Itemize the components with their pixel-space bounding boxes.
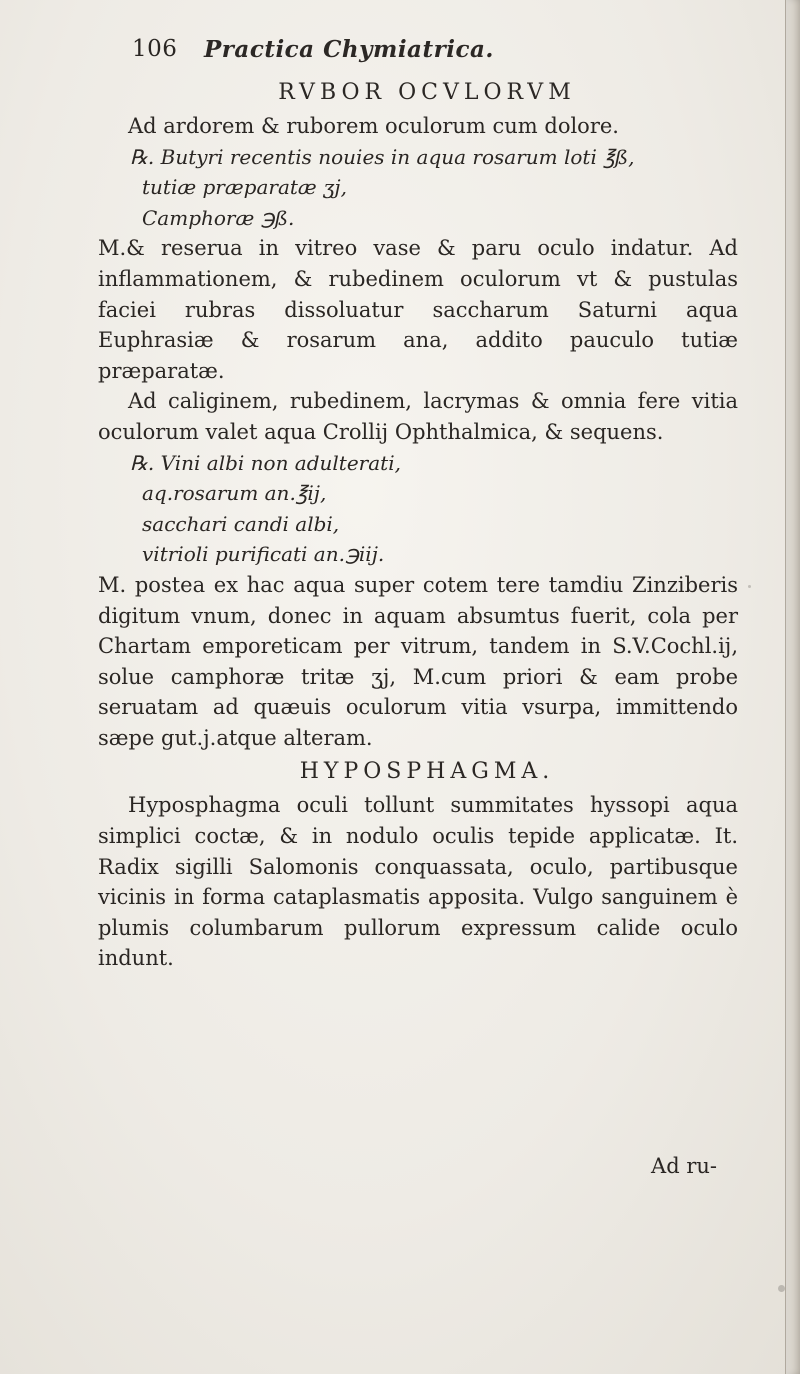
section-heading-rubor: RVBOR OCVLORVM [278,80,576,105]
recipe-2-line-3: sacchari candi albi, [142,511,340,536]
recipe-1-line-3: Camphoræ ℈ß. [142,205,295,230]
paragraph-postea: M. postea ex hac aqua super cotem tere tamdiu Zinziberis digitum vnum, donec in aquam absumtus fuerit, cola per Chartam emporeticam per vitrum, tandem in S.V.Cochl.ij, solue camphoræ tritæ ʒj, M.cum priori & eam probe seruatam ad quæuis oculorum vitia vsurpa, immittendo sæpe gut.j.atque alteram. [98,572,738,750]
paragraph-reserua: M.& reserua in vitreo vase & paru oculo indatur. Ad inflammationem, & rubedinem oculorum vt & pustulas faciei rubras dissoluatur saccharum Saturni aqua Euphrasiæ & rosarum ana, addito pauculo tutiæ præparatæ. [98,236,738,383]
recipe-1 [98,142,738,234]
section-heading-hyposphagma: HYPOSPHAGMA. [299,759,555,785]
recipe-2 [98,448,738,570]
catchword: Ad ru- [651,1154,717,1178]
ink-spot [778,1285,785,1292]
recipe-2-line-1: ℞. Vini albi non adulterati, [130,450,401,475]
paragraph-hyposphagma: Hyposphagma oculi tollunt summitates hyssopi aqua simplici coctæ, & in nodulo oculis tepide applicatæ. It. Radix sigilli Salomonis conquassata, oculo, partibusque vicinis in forma cataplasmatis apposita. Vulgo sanguinem è plumis columbarum pullorum expressum calide oculo indunt. [98,793,738,971]
running-title: Practica Chymiatrica. [204,36,494,63]
recipe-2-line-2: aq.rosarum an.℥ij, [142,481,327,506]
running-header [132,36,692,76]
recipe-1-line-1: ℞. Butyri recentis nouies in aqua rosarum loti ℥ß, [130,144,635,169]
paragraph-caliginem: Ad caliginem, rubedinem, lacrymas & omnia fere vitia oculorum valet aqua Crollij Ophthalmica, & sequens. [98,389,738,444]
ink-spot [748,585,751,588]
page-number: 106 [132,36,178,62]
recipe-1-line-2: tutiæ præparatæ ʒj, [142,175,347,200]
paragraph-intro: Ad ardorem & ruborem oculorum cum dolore. [128,114,619,138]
page-edge [785,0,800,1374]
page-text [98,74,738,974]
recipe-2-line-4: vitrioli purificati an.℈iij. [142,542,385,567]
